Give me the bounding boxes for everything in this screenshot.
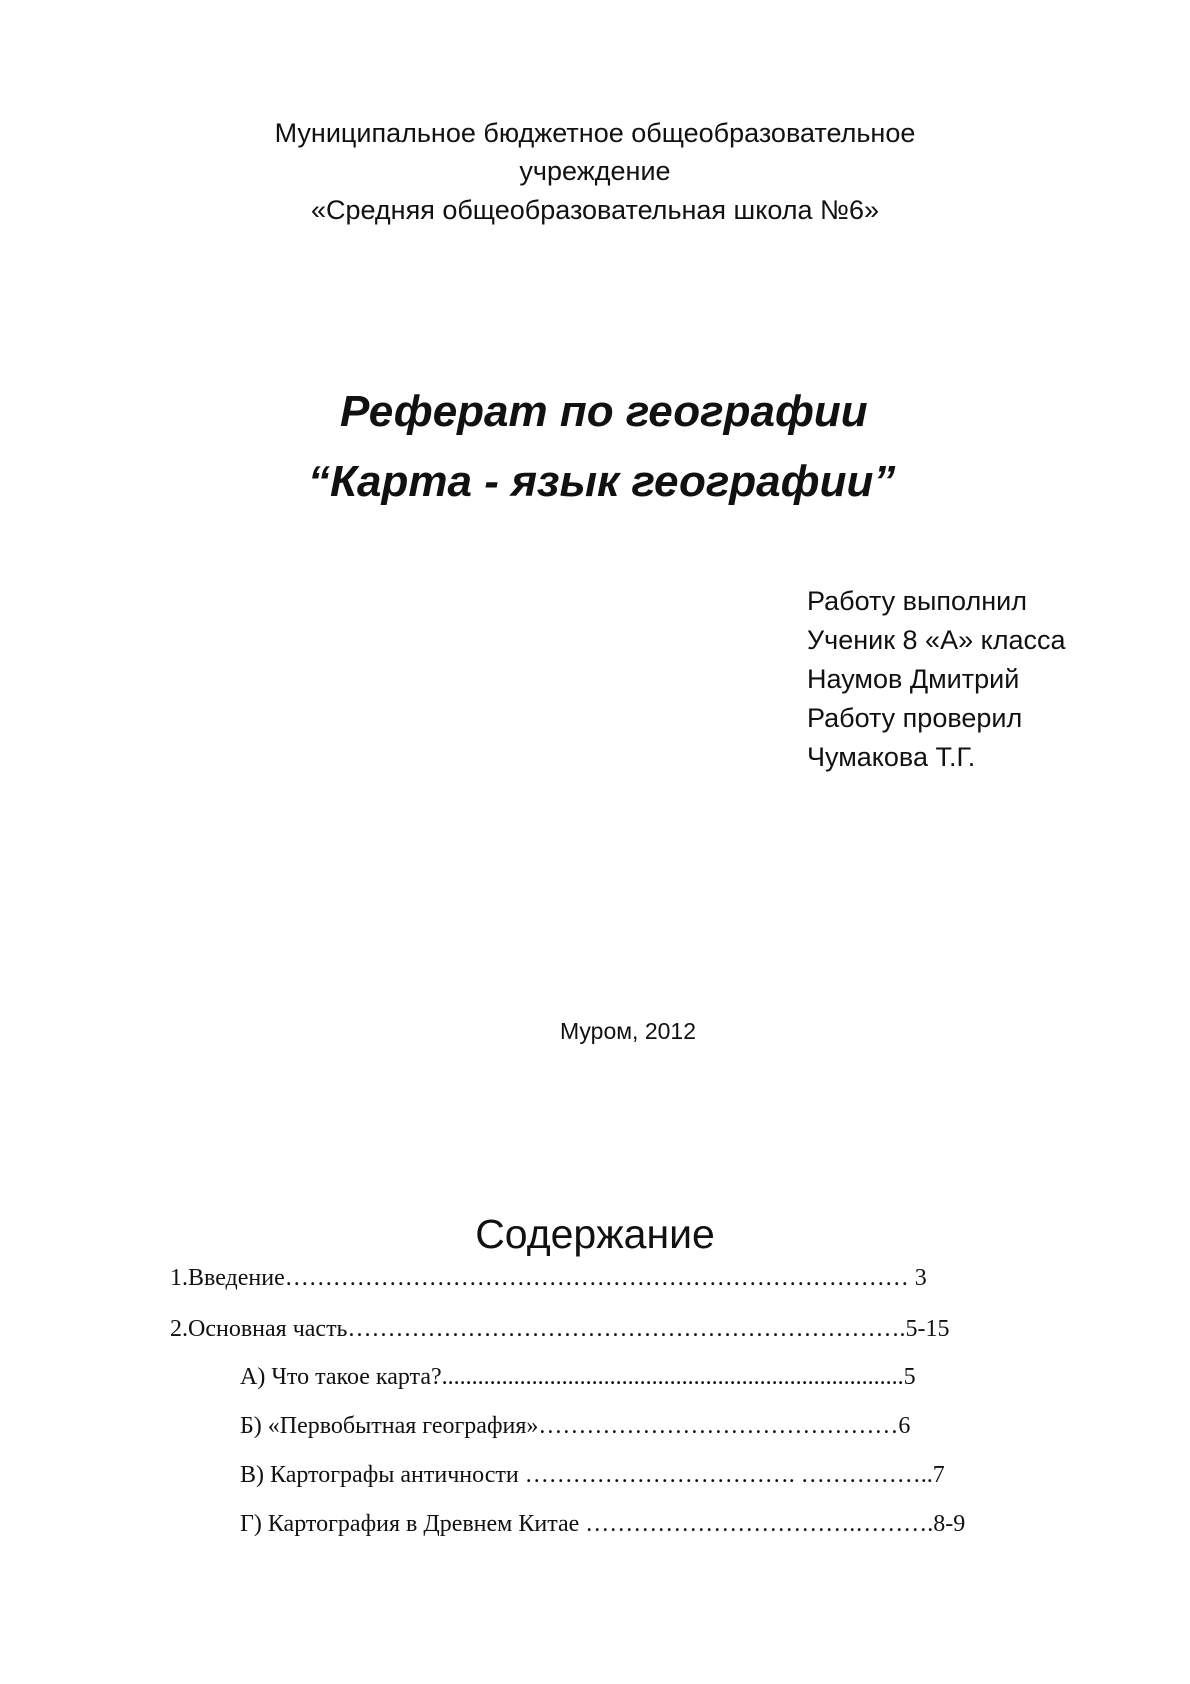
author-line-3: Наумов Дмитрий: [807, 664, 1020, 694]
institution-line-1: Муниципальное бюджетное общеобразовательное: [274, 118, 916, 148]
title-line-2: “Карта - язык географии”: [308, 457, 896, 506]
city-year: Муром, 2012: [560, 1018, 697, 1044]
toc-item-b: Б) «Первобытная география»………………………………………6: [240, 1413, 911, 1439]
author-line-1: Работу выполнил: [807, 586, 1027, 616]
toc-item-a: А) Что такое карта?.............................................................................5: [240, 1364, 916, 1390]
author-line-4: Работу проверил: [807, 703, 1023, 733]
toc-item-main-part: 2.Основная часть…………………………………………………………….5-15: [170, 1316, 950, 1342]
author-line-2: Ученик 8 «А» класса: [807, 625, 1066, 655]
title-line-1: Реферат по географии: [340, 387, 868, 436]
toc-item-v: В) Картографы античности ……………………………. ……………..7: [240, 1462, 945, 1488]
author-line-5: Чумакова Т.Г.: [807, 742, 976, 772]
toc-heading: Содержание: [475, 1211, 715, 1257]
toc-item-introduction: 1.Введение…………………………………………………………………… 3: [170, 1265, 927, 1291]
toc-item-g: Г) Картография в Древнем Китае …………………………….……….8-9: [240, 1511, 966, 1537]
institution-line-3: «Средняя общеобразовательная школа №6»: [310, 195, 880, 225]
institution-line-2: учреждение: [519, 156, 671, 186]
